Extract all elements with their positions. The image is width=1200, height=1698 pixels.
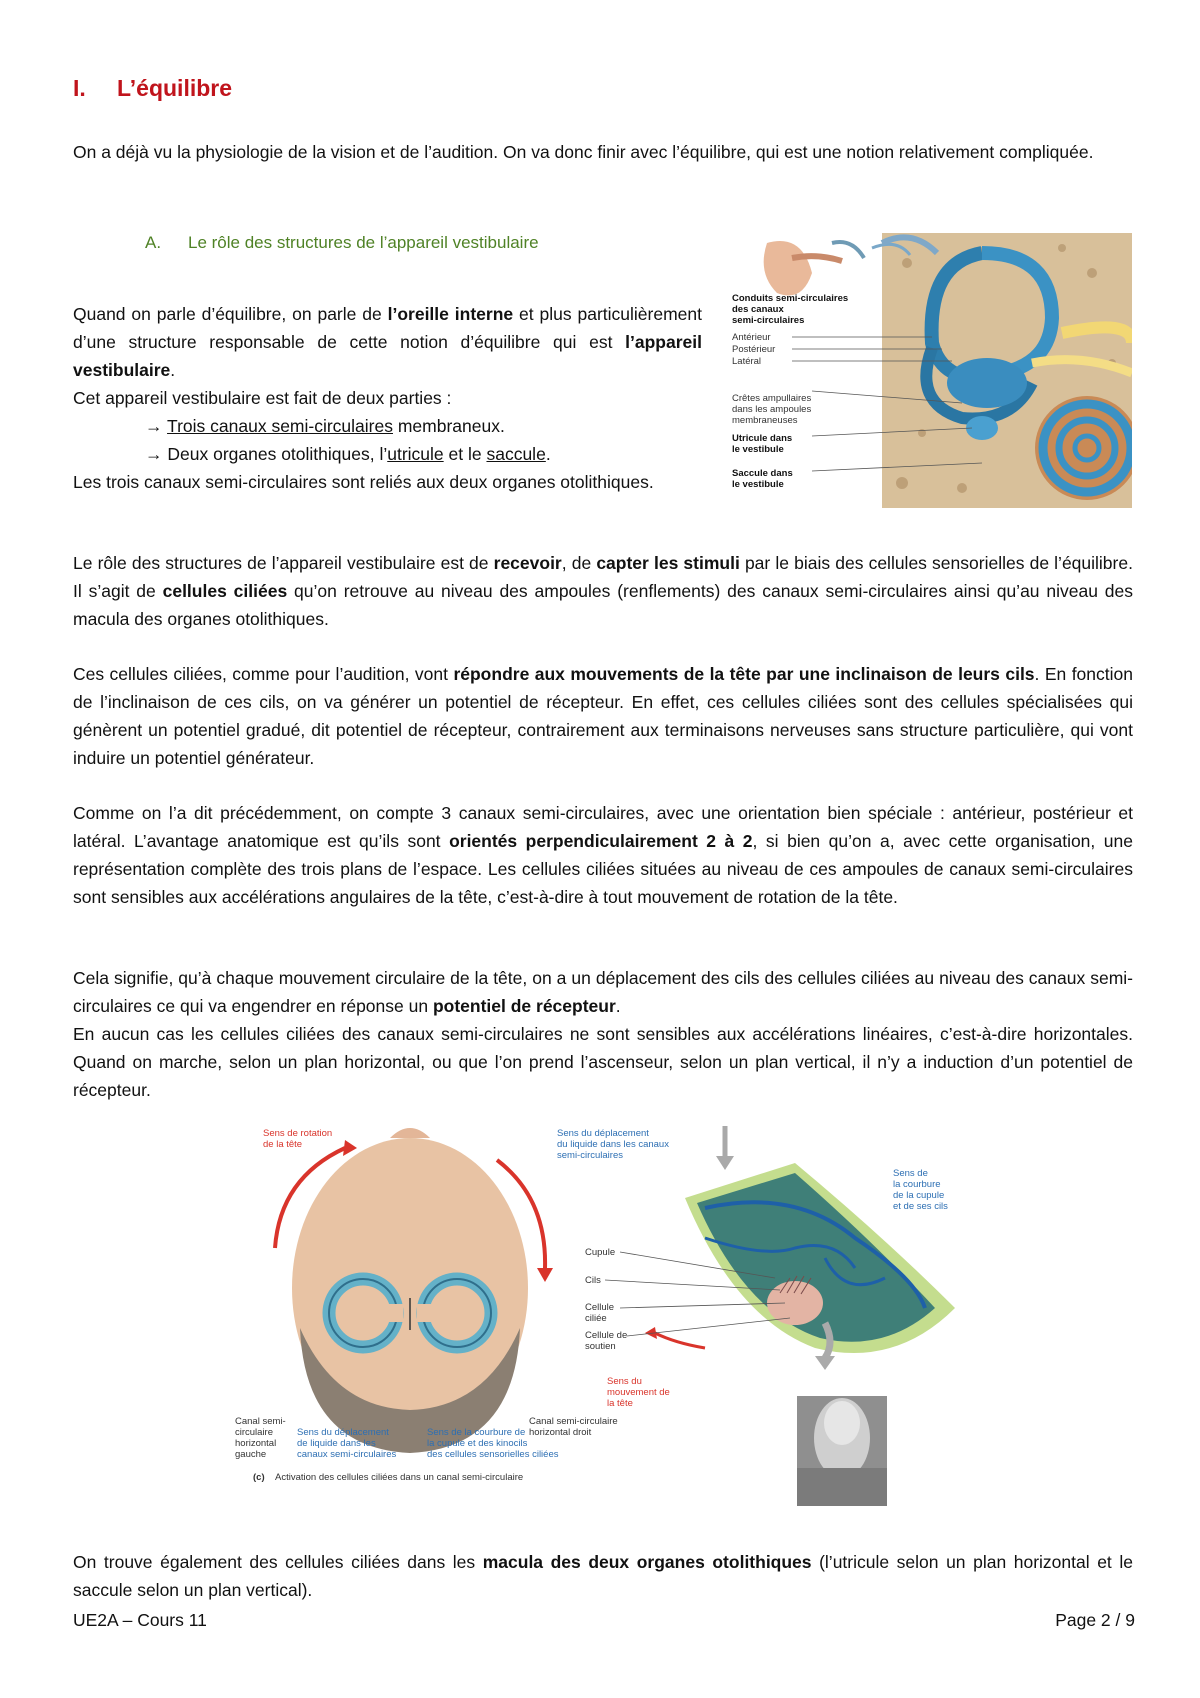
label-anterieur: Antérieur xyxy=(732,332,771,343)
text: membraneux. xyxy=(392,416,505,436)
bold-text: orientés perpendiculairement 2 à 2 xyxy=(449,831,753,851)
label-cretes: membraneuses xyxy=(732,415,798,426)
text: Cela signifie, qu’à chaque mouvement circulaire de la tête, on a un déplacement des cils des cellules ciliées au niveau des canaux semi-circulaires ce qui va engendrer en réponse un xyxy=(73,968,1133,1016)
label-mouvement-tete: Sens du xyxy=(607,1376,642,1387)
underlined-text: Trois canaux semi-circulaires xyxy=(167,416,393,436)
label-canal-droit: Canal semi-circulaire xyxy=(529,1416,618,1427)
label-utricule: Utricule dans xyxy=(732,433,793,444)
label-deplacement-liquide-bas: de liquide dans les xyxy=(297,1438,376,1449)
underlined-text: utricule xyxy=(387,444,444,464)
label-rotation: Sens de rotation xyxy=(263,1128,333,1139)
label-cellule-ciliee: ciliée xyxy=(585,1313,607,1324)
text: Le rôle des structures de l’appareil vestibulaire est de xyxy=(73,553,494,573)
text: et plus particulièrement d’une structure responsable de cette notion d’équilibre qui est xyxy=(73,304,702,352)
label-courbure-cupule: la courbure xyxy=(893,1179,941,1190)
label-cellule-ciliee: Cellule xyxy=(585,1302,615,1313)
text: Ces cellules ciliées, comme pour l’audition, vont xyxy=(73,664,454,684)
label-posterieur: Postérieur xyxy=(732,344,776,355)
bold-text: répondre aux mouvements de la tête par une inclinaison de leurs cils xyxy=(453,664,1035,684)
bold-text: potentiel de récepteur xyxy=(432,996,616,1016)
list-item xyxy=(73,412,702,440)
label-conduits: semi-circulaires xyxy=(732,315,805,326)
underlined-text: saccule xyxy=(486,444,546,464)
label-canal-gauche: gauche xyxy=(235,1449,267,1460)
section-heading xyxy=(73,75,232,102)
text: Comme on l’a dit précédemment, on compte 3 canaux semi-circulaires, avec une orientation bien spéciale : antérieur, postérieur et latéral. L’avantage anatomique est qu’ils sont xyxy=(73,803,1133,851)
label-courbure-cupule: et de ses cils xyxy=(893,1201,948,1212)
caption-letter: (c) xyxy=(253,1472,265,1483)
label-deplacement-liquide-bas: canaux semi-circulaires xyxy=(297,1449,397,1460)
bold-text: l’appareil vestibulaire xyxy=(73,332,702,380)
text: On trouve également des cellules ciliées dans les xyxy=(73,1552,483,1572)
label-deplacement-liquide: du liquide dans les canaux xyxy=(557,1139,669,1150)
bold-text: cellules ciliées xyxy=(162,581,288,601)
arrow: → xyxy=(145,444,168,464)
subsection-title: Le rôle des structures de l’appareil vestibulaire xyxy=(188,233,539,252)
cupula-activation-figure xyxy=(235,1118,995,1523)
text: (l’utricule selon un plan horizontal et le saccule selon un plan vertical). xyxy=(73,1552,1133,1600)
label-canal-droit: horizontal droit xyxy=(529,1427,592,1438)
text: En aucun cas les cellules ciliées des canaux semi-circulaires ne sont sensibles aux accélérations linéaires, c’est-à-dire horizontales. Quand on marche, selon un plan horizontal, ou que l’on prend l’ascenseur, selon un plan vertical, il n’y a induction d’un potentiel de récepteur. xyxy=(73,1024,1133,1100)
label-cupule: Cupule xyxy=(585,1247,616,1258)
bold-text: recevoir xyxy=(493,553,562,573)
text: par le biais des cellules sensorielles de l’équilibre. Il s’agit de xyxy=(73,553,1133,601)
paragraph-rotation xyxy=(73,964,1133,1104)
text: Quand on parle d’équilibre, on parle de xyxy=(73,304,388,324)
label-deplacement-liquide: Sens du déplacement xyxy=(557,1128,649,1139)
label-deplacement-liquide: semi-circulaires xyxy=(557,1150,623,1161)
label-cretes: dans les ampoules xyxy=(732,404,812,415)
label-courbure-bas: des cellules sensorielles ciliées xyxy=(427,1449,559,1460)
intro-paragraph: On a déjà vu la physiologie de la vision et de l’audition. On va donc finir avec l’équilibre, qui est une notion relativement compliquée. xyxy=(73,142,1094,162)
text: Cet appareil vestibulaire est fait de deux parties : xyxy=(73,388,452,408)
text: . En fonction de l’inclinaison de ces cils, on va générer un potentiel de récepteur. En effet, ces cellules ciliées sont des cellules spécialisées qui génèrent un potentiel gradué, dit potentiel de récepteur, contrairement aux terminaisons nerveuses sans structure particulière, qui vont induire un potentiel générateur. xyxy=(73,664,1133,768)
label-canal-gauche: Canal semi- xyxy=(235,1416,286,1427)
paragraph-canals xyxy=(73,799,1133,911)
text: . xyxy=(615,996,621,1016)
bold-text: l’oreille interne xyxy=(387,304,514,324)
paragraph-cilia xyxy=(73,660,1133,772)
label-cils: Cils xyxy=(585,1275,601,1286)
label-rotation: de la tête xyxy=(263,1139,303,1150)
footer-page-number: Page 2 / 9 xyxy=(1055,1610,1135,1630)
paragraph-vestibular-apparatus xyxy=(73,300,702,496)
text: , si bien qu’on a, avec cette organisation, une représentation complète des trois plans de l’espace. Les cellules ciliées situées au niveau de ces ampoules de canaux semi-circulaires sont sensibles aux accélérations angulaires de la tête, c’est-à-dire à tout mouvement de rotation de la tête. xyxy=(73,831,1133,907)
label-cellule-soutien: soutien xyxy=(585,1341,616,1352)
label-courbure-cupule: Sens de xyxy=(893,1168,928,1179)
label-courbure-cupule: de la cupule xyxy=(893,1190,945,1201)
list-item xyxy=(73,440,702,468)
paragraph-role xyxy=(73,549,1133,633)
label-lateral: Latéral xyxy=(732,356,762,367)
bold-text: macula des deux organes otolithiques xyxy=(482,1552,812,1572)
label-saccule: le vestibule xyxy=(732,479,784,490)
footer-course: UE2A – Cours 11 xyxy=(73,1610,207,1630)
label-deplacement-liquide-bas: Sens du déplacement xyxy=(297,1427,389,1438)
text: . xyxy=(170,360,176,380)
arrow: → xyxy=(145,416,168,436)
text: , de xyxy=(561,553,597,573)
label-courbure-bas: Sens de la courbure de xyxy=(427,1427,526,1438)
inner-ear-figure xyxy=(732,233,1132,508)
text: qu’on retrouve au niveau des ampoules (renflements) des canaux semi-circulaires ainsi qu’au niveau des macula des organes otolithiques. xyxy=(73,581,1134,629)
label-cellule-soutien: Cellule de xyxy=(585,1330,628,1341)
text: Les trois canaux semi-circulaires sont reliés aux deux organes otolithiques. xyxy=(73,472,654,492)
text: Deux organes otolithiques, l’ xyxy=(167,444,388,464)
label-mouvement-tete: la tête xyxy=(607,1398,633,1409)
section-title: L’équilibre xyxy=(117,75,233,101)
figure-caption: Activation des cellules ciliées dans un canal semi-circulaire xyxy=(275,1472,524,1483)
label-conduits: des canaux xyxy=(732,304,784,315)
label-utricule: le vestibule xyxy=(732,444,784,455)
label-canal-gauche: circulaire xyxy=(235,1427,274,1438)
label-cretes: Crêtes ampullaires xyxy=(732,393,812,404)
text: . xyxy=(545,444,551,464)
text: et le xyxy=(443,444,487,464)
subsection-number: A. xyxy=(145,233,162,252)
label-mouvement-tete: mouvement de xyxy=(607,1387,670,1398)
label-conduits: Conduits semi-circulaires xyxy=(732,293,849,304)
section-number: I. xyxy=(73,75,86,101)
subsection-heading xyxy=(145,233,539,253)
label-courbure-bas: la cupule et des kinocils xyxy=(427,1438,528,1449)
paragraph-macula xyxy=(73,1548,1133,1604)
bold-text: capter les stimuli xyxy=(596,553,740,573)
label-saccule: Saccule dans xyxy=(732,468,793,479)
label-canal-gauche: horizontal xyxy=(235,1438,277,1449)
